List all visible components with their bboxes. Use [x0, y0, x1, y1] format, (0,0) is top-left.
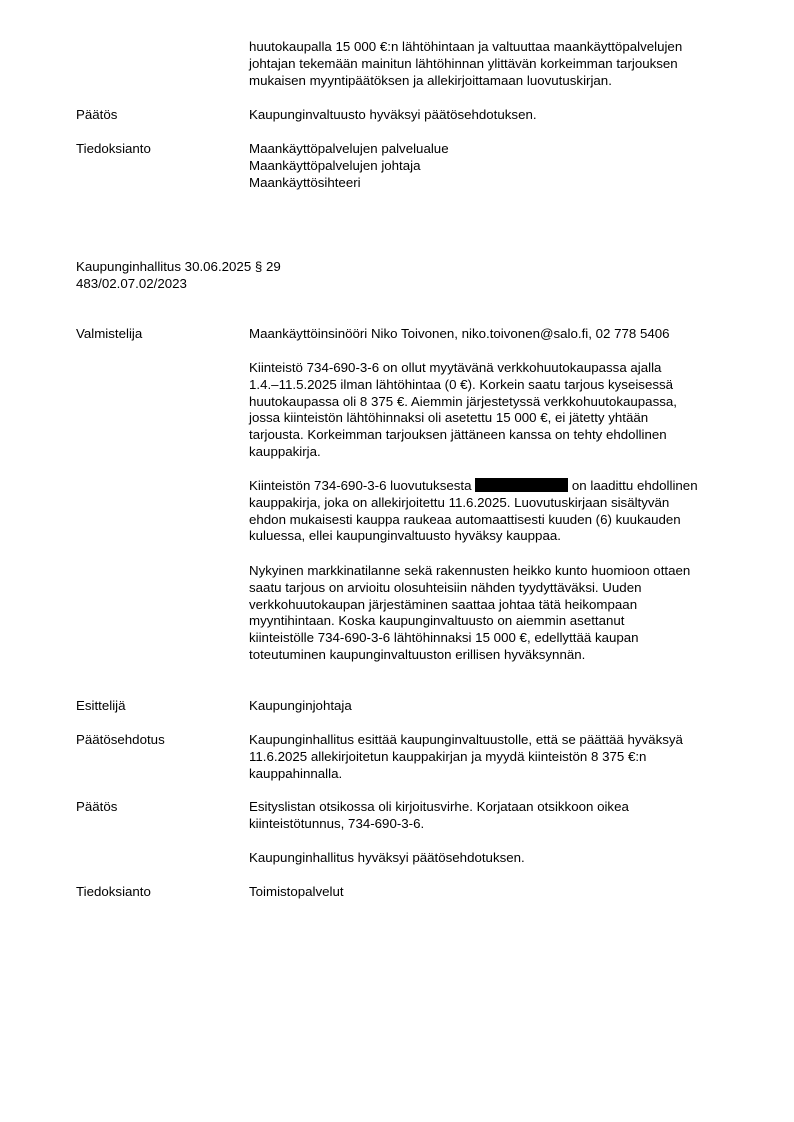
notice-recipient: Maankäyttösihteeri [249, 174, 361, 190]
text-line [249, 478, 739, 495]
text-line: toteutuminen kaupunginvaltuuston erillisen hyväksynnän. [249, 646, 586, 662]
text-line: mukaisen myyntipäätöksen ja allekirjoittamaan luovutuskirjan. [249, 72, 612, 88]
proposal-text [249, 732, 739, 782]
preparer-label: Valmistelija [76, 326, 143, 341]
text-line: kiinteistötunnus, 734-690-3-6. [249, 815, 425, 831]
decision-text: Kaupunginvaltuusto hyväksyi päätösehdotuksen. [249, 107, 537, 122]
text-line: 1.4.–11.5.2025 ilman lähtöhintaa (0 €). Korkein saatu tarjous kyseisessä [249, 376, 674, 392]
text-line: Kaupunginhallitus esittää kaupunginvaltuustolle, että se päättää hyväksyä [249, 732, 683, 747]
text-segment: on laadittu ehdollinen [571, 478, 698, 493]
text-line: kauppakirja, joka on allekirjoitettu 11.6.2025. Luovutuskirjaan sisältyvän [249, 494, 670, 510]
decision2-text [249, 799, 739, 833]
decision-label: Päätös [76, 107, 118, 122]
redaction-bar [475, 478, 568, 492]
decision2-label: Päätös [76, 799, 118, 814]
presenter-text: Kaupunginjohtaja [249, 698, 352, 713]
continuation-paragraph [249, 39, 739, 89]
text-line: kauppakirja. [249, 443, 321, 459]
body-paragraph-1 [249, 360, 739, 461]
notice-label: Tiedoksianto [76, 141, 151, 156]
text-line: johtajan tekemään mainitun lähtöhinnan ylittävän korkeimman tarjouksen [249, 55, 678, 71]
preparer-text: Maankäyttöinsinööri Niko Toivonen, niko.toivonen@salo.fi, 02 778 5406 [249, 326, 670, 341]
text-line: jossa kiinteistön lähtöhinnaksi oli asetettu 15 000 €, ei jätetty yhtään [249, 410, 649, 426]
meeting-heading-block [76, 259, 281, 293]
text-line: Esityslistan otsikossa oli kirjoitusvirhe. Korjataan otsikkoon oikea [249, 799, 629, 814]
text-line: kiinteistölle 734-690-3-6 lähtöhinnaksi 15 000 €, edellyttää kaupan [249, 630, 639, 646]
text-line: saatu tarjous on arvioitu olosuhteisiin nähden tyydyttäväksi. Uuden [249, 579, 642, 595]
notice2-label: Tiedoksianto [76, 884, 151, 899]
text-line: myyntihintaan. Koska kaupunginvaltuusto on aiemmin asettanut [249, 613, 625, 629]
text-line: ehdon mukaisesti kauppa raukeaa automaattisesti kuuden (6) kuukauden [249, 511, 681, 527]
notice2-text: Toimistopalvelut [249, 884, 344, 899]
notice-list [249, 141, 739, 191]
text-line: verkkohuutokaupan järjestäminen saattaa johtaa tätä heikompaan [249, 596, 638, 612]
text-line: tarjousta. Korkeimman tarjouksen jättäneen kanssa on tehty ehdollinen [249, 427, 667, 443]
meeting-heading: Kaupunginhallitus 30.06.2025 § 29 [76, 259, 281, 274]
text-line: huutokaupassa oli 8 375 €. Aiemmin järjestetyssä verkkohuutokaupassa, [249, 393, 677, 409]
text-line: 11.6.2025 allekirjoitetun kauppakirjan ja myydä kiinteistön 8 375 €:n [249, 748, 647, 764]
text-line: kauppahinnalla. [249, 765, 343, 781]
text-segment: Kiinteistön 734-690-3-6 luovutuksesta [249, 478, 472, 493]
text-line: kuluessa, ellei kaupunginvaltuusto hyväksy kauppaa. [249, 528, 561, 544]
decision2-final: Kaupunginhallitus hyväksyi päätösehdotuksen. [249, 850, 525, 865]
text-line: Nykyinen markkinatilanne sekä rakennusten heikko kunto huomioon ottaen [249, 563, 691, 578]
body-paragraph-2 [249, 478, 739, 545]
proposal-label: Päätösehdotus [76, 732, 165, 747]
body-paragraph-3 [249, 563, 739, 664]
notice-recipient: Maankäyttöpalvelujen palvelualue [249, 141, 449, 156]
text-line: Kiinteistö 734-690-3-6 on ollut myytävänä verkkohuutokaupassa ajalla [249, 360, 662, 375]
presenter-label: Esittelijä [76, 698, 126, 713]
text-line: huutokaupalla 15 000 €:n lähtöhintaan ja valtuuttaa maankäyttöpalvelujen [249, 39, 683, 54]
notice-recipient: Maankäyttöpalvelujen johtaja [249, 157, 421, 173]
record-number: 483/02.07.02/2023 [76, 275, 187, 291]
